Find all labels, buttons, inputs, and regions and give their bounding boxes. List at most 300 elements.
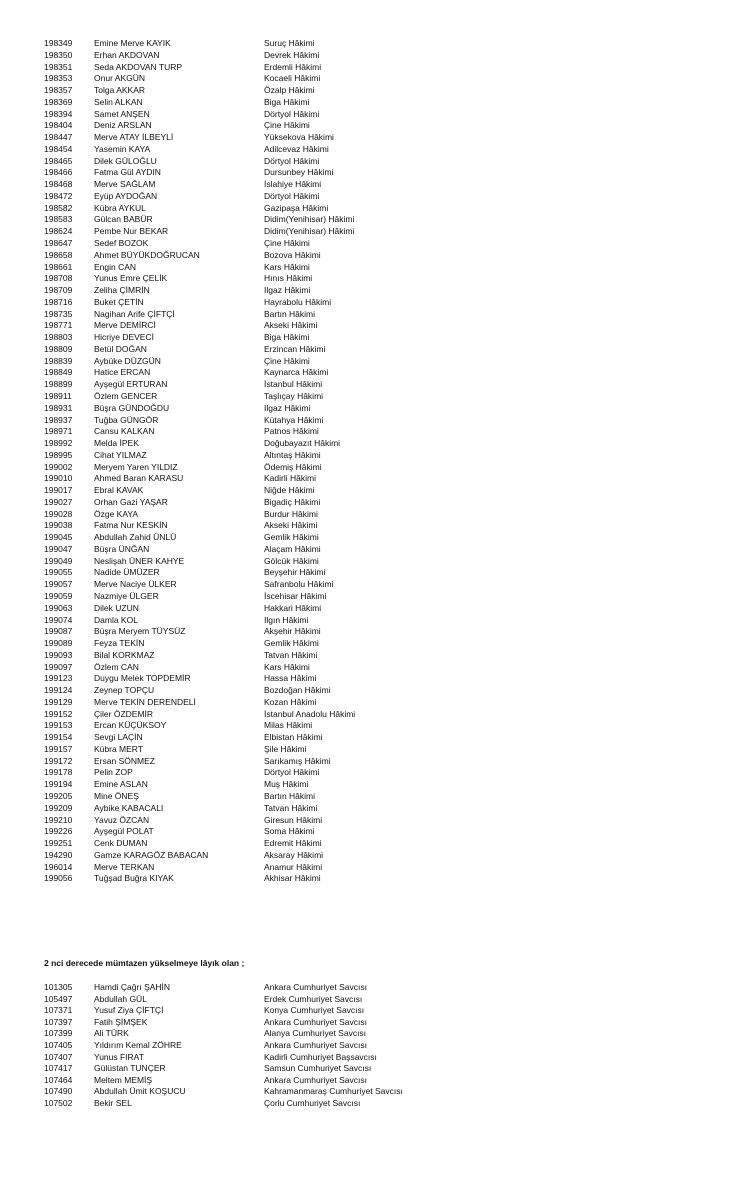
registry-number: 199002 bbox=[44, 461, 73, 472]
person-name: Ersan SÖNMEZ bbox=[94, 755, 155, 766]
position-title: Ankara Cumhuriyet Savcısı bbox=[264, 1074, 367, 1085]
position-title: Ilgın Hâkimi bbox=[264, 614, 309, 625]
person-name: Nadide ÜMÜZER bbox=[94, 567, 160, 578]
position-title: Çine Hâkimi bbox=[264, 120, 310, 131]
position-title: Muş Hâkimi bbox=[264, 779, 309, 790]
position-title: Altıntaş Hâkimi bbox=[264, 449, 321, 460]
list-item bbox=[0, 720, 746, 732]
registry-number: 198647 bbox=[44, 238, 73, 249]
registry-number: 198351 bbox=[44, 61, 73, 72]
registry-number: 199172 bbox=[44, 755, 73, 766]
registry-number: 198349 bbox=[44, 38, 73, 48]
position-title: Hakkari Hâkimi bbox=[264, 602, 322, 613]
registry-number: 196014 bbox=[44, 861, 73, 872]
registry-number: 198472 bbox=[44, 190, 73, 201]
person-name: Betül DOĞAN bbox=[94, 343, 147, 354]
person-name: Merve SAĞLAM bbox=[94, 179, 156, 190]
position-title: Dursunbey Hâkimi bbox=[264, 167, 334, 178]
registry-number: 199154 bbox=[44, 732, 73, 743]
person-name: Erhan AKDOVAN bbox=[94, 49, 160, 60]
person-name: Dilek UZUN bbox=[94, 602, 139, 613]
list-item bbox=[0, 509, 746, 521]
registry-number: 198709 bbox=[44, 285, 73, 296]
person-name: Ayşegül ERTURAN bbox=[94, 379, 168, 390]
person-name: Zeynep TOPÇU bbox=[94, 685, 155, 696]
person-name: Abdullah GÜL bbox=[94, 993, 147, 1004]
person-name: Aybike KABACALI bbox=[94, 802, 164, 813]
person-name: Yasemin KAYA bbox=[94, 143, 151, 154]
list-item bbox=[0, 815, 746, 827]
list-item bbox=[0, 662, 746, 674]
registry-number: 199093 bbox=[44, 649, 73, 660]
list-item bbox=[0, 120, 746, 132]
registry-number: 198624 bbox=[44, 226, 73, 237]
list-item bbox=[0, 673, 746, 685]
person-name: Merve DEMİRCİ bbox=[94, 320, 156, 331]
list-item bbox=[0, 650, 746, 662]
person-name: Ayşegül POLAT bbox=[94, 826, 154, 837]
position-title: Bartın Hâkimi bbox=[264, 791, 316, 801]
position-title: Ödemiş Hâkimi bbox=[264, 461, 322, 472]
list-item bbox=[0, 415, 746, 427]
list-item bbox=[0, 544, 746, 556]
position-title: Elbistan Hâkimi bbox=[264, 732, 323, 743]
person-name: Hicriye DEVECİ bbox=[94, 332, 154, 343]
registry-number: 199074 bbox=[44, 614, 73, 625]
registry-number: 107490 bbox=[44, 1086, 73, 1097]
list-item bbox=[0, 485, 746, 497]
person-name: Gülcan BABÜR bbox=[94, 214, 153, 225]
list-item bbox=[0, 873, 746, 885]
list-item bbox=[0, 520, 746, 532]
list-item bbox=[0, 273, 746, 285]
list-item bbox=[0, 332, 746, 344]
person-name: Damla KOL bbox=[94, 614, 138, 625]
list-item bbox=[0, 462, 746, 474]
list-item bbox=[0, 450, 746, 462]
person-name: Melda İPEK bbox=[94, 438, 139, 449]
position-title: Sarıkamış Hâkimi bbox=[264, 755, 331, 766]
list-item bbox=[0, 838, 746, 850]
person-name: Gamze KARAGÖZ BABACAN bbox=[94, 849, 209, 860]
person-name: Feyza TEKİN bbox=[94, 638, 145, 649]
list-item bbox=[0, 50, 746, 62]
list-item bbox=[0, 179, 746, 191]
person-name: Özlem CAN bbox=[94, 661, 139, 672]
list-item bbox=[0, 744, 746, 756]
position-title: Soma Hâkimi bbox=[264, 826, 315, 837]
list-item bbox=[0, 615, 746, 627]
position-title: Tatvan Hâkimi bbox=[264, 802, 318, 813]
position-title: Hayrabolu Hâkimi bbox=[264, 296, 332, 307]
registry-number: 199152 bbox=[44, 708, 73, 719]
person-name: Tolga AKKAR bbox=[94, 85, 146, 96]
person-name: Selin ALKAN bbox=[94, 96, 143, 107]
person-name: Duygu Melek TOPDEMİR bbox=[94, 673, 191, 684]
list-item bbox=[0, 250, 746, 262]
registry-number: 199209 bbox=[44, 802, 73, 813]
position-title: Dörtyol Hâkimi bbox=[264, 767, 320, 778]
position-title: Adilcevaz Hâkimi bbox=[264, 143, 329, 154]
list-item bbox=[0, 850, 746, 862]
registry-number: 198911 bbox=[44, 390, 72, 401]
list-item bbox=[0, 344, 746, 356]
position-title: Biga Hâkimi bbox=[264, 96, 310, 107]
position-title: Hınıs Hâkimi bbox=[264, 273, 313, 284]
list-item bbox=[0, 156, 746, 168]
position-title: Samsun Cumhuriyet Savcısı bbox=[264, 1063, 372, 1074]
position-title: Burdur Hâkimi bbox=[264, 508, 318, 519]
list-item bbox=[0, 497, 746, 509]
judges-list bbox=[0, 38, 746, 885]
registry-number: 198350 bbox=[44, 49, 73, 60]
list-item bbox=[0, 791, 746, 803]
position-title: Ilgaz Hâkimi bbox=[264, 402, 311, 413]
list-item bbox=[0, 144, 746, 156]
list-item bbox=[0, 1040, 746, 1052]
registry-number: 198465 bbox=[44, 155, 73, 166]
registry-number: 198582 bbox=[44, 202, 73, 213]
list-item bbox=[0, 1075, 746, 1087]
position-title: Anamur Hâkimi bbox=[264, 861, 323, 872]
list-item bbox=[0, 767, 746, 779]
person-name: Yavuz ÖZCAN bbox=[94, 814, 150, 825]
registry-number: 199045 bbox=[44, 532, 73, 543]
list-item bbox=[0, 567, 746, 579]
person-name: Emine Merve KAYIK bbox=[94, 38, 171, 48]
position-title: Kadirli Cumhuriyet Başsavcısı bbox=[264, 1051, 377, 1062]
person-name: Neslişah ÜNER KAHYE bbox=[94, 555, 185, 566]
person-name: Cansu KALKAN bbox=[94, 426, 155, 437]
person-name: Tuğba GÜNGÖR bbox=[94, 414, 159, 425]
registry-number: 199194 bbox=[44, 779, 73, 790]
list-item bbox=[0, 556, 746, 568]
registry-number: 198992 bbox=[44, 438, 73, 449]
list-item bbox=[0, 403, 746, 415]
position-title: Akşehir Hâkimi bbox=[264, 626, 321, 637]
list-item bbox=[0, 994, 746, 1006]
position-title: İslahiye Hâkimi bbox=[264, 179, 322, 190]
person-name: Merve Naciye ÜLKER bbox=[94, 579, 177, 590]
registry-number: 199210 bbox=[44, 814, 73, 825]
list-item bbox=[0, 109, 746, 121]
person-name: Yunus FIRAT bbox=[94, 1051, 144, 1062]
person-name: Aybüke DÜZGÜN bbox=[94, 355, 161, 366]
position-title: Suruç Hâkimi bbox=[264, 38, 315, 48]
person-name: Yıldırım Kemal ZÖHRE bbox=[94, 1039, 182, 1050]
person-name: Büşra Meryem TÜYSÜZ bbox=[94, 626, 186, 637]
registry-number: 107371 bbox=[44, 1005, 73, 1016]
person-name: Engin CAN bbox=[94, 261, 137, 272]
person-name: Çiler ÖZDEMİR bbox=[94, 708, 154, 719]
registry-number: 198357 bbox=[44, 85, 73, 96]
list-item bbox=[0, 438, 746, 450]
person-name: Yunus Emre ÇELİK bbox=[94, 273, 168, 284]
position-title: Kütahya Hâkimi bbox=[264, 414, 324, 425]
registry-number: 199017 bbox=[44, 485, 73, 496]
registry-number: 199124 bbox=[44, 685, 73, 696]
person-name: Deniz ARSLAN bbox=[94, 120, 152, 131]
position-title: Gazipaşa Hâkimi bbox=[264, 202, 329, 213]
position-title: Gemlik Hâkimi bbox=[264, 638, 319, 649]
person-name: Eyüp AYDOĞAN bbox=[94, 190, 158, 201]
registry-number: 198716 bbox=[44, 296, 73, 307]
position-title: Didim(Yenihisar) Hâkimi bbox=[264, 214, 355, 225]
list-item bbox=[0, 379, 746, 391]
position-title: Akhisar Hâkimi bbox=[264, 873, 321, 884]
list-item bbox=[0, 297, 746, 309]
registry-number: 199027 bbox=[44, 496, 73, 507]
position-title: Dörtyol Hâkimi bbox=[264, 108, 320, 119]
prosecutors-list bbox=[0, 982, 746, 1110]
list-item bbox=[0, 1005, 746, 1017]
person-name: Ali TÜRK bbox=[94, 1028, 129, 1039]
registry-number: 194290 bbox=[44, 849, 73, 860]
position-title: Kars Hâkimi bbox=[264, 661, 310, 672]
list-item bbox=[0, 167, 746, 179]
list-item bbox=[0, 826, 746, 838]
list-item bbox=[0, 214, 746, 226]
list-item bbox=[0, 709, 746, 721]
registry-number: 199178 bbox=[44, 767, 73, 778]
registry-number: 199123 bbox=[44, 673, 73, 684]
position-title: Ankara Cumhuriyet Savcısı bbox=[264, 1039, 367, 1050]
registry-number: 199059 bbox=[44, 590, 73, 601]
list-item bbox=[0, 1063, 746, 1075]
list-item bbox=[0, 1052, 746, 1064]
list-item bbox=[0, 803, 746, 815]
list-item bbox=[0, 226, 746, 238]
list-item bbox=[0, 285, 746, 297]
registry-number: 198937 bbox=[44, 414, 73, 425]
person-name: Samet ANŞEN bbox=[94, 108, 150, 119]
person-name: Abdullah Zahid ÜNLÜ bbox=[94, 532, 177, 543]
position-title: Beyşehir Hâkimi bbox=[264, 567, 326, 578]
person-name: Fatma Nur KESKİN bbox=[94, 520, 168, 531]
person-name: Tuğşad Buğra KIYAK bbox=[94, 873, 174, 884]
position-title: Çine Hâkimi bbox=[264, 355, 310, 366]
registry-number: 198353 bbox=[44, 73, 73, 84]
person-name: Sedef BOZOK bbox=[94, 238, 149, 249]
person-name: Nazmiye ÜLGER bbox=[94, 590, 159, 601]
list-item bbox=[0, 579, 746, 591]
list-item bbox=[0, 1017, 746, 1029]
list-item bbox=[0, 638, 746, 650]
registry-number: 199063 bbox=[44, 602, 73, 613]
registry-number: 198839 bbox=[44, 355, 73, 366]
registry-number: 198971 bbox=[44, 426, 73, 437]
registry-number: 199038 bbox=[44, 520, 73, 531]
registry-number: 107397 bbox=[44, 1016, 73, 1027]
registry-number: 199010 bbox=[44, 473, 73, 484]
registry-number: 198849 bbox=[44, 367, 73, 378]
person-name: Orhan Gazi YAŞAR bbox=[94, 496, 168, 507]
list-item bbox=[0, 697, 746, 709]
position-title: İstanbul Anadolu Hâkimi bbox=[264, 708, 356, 719]
registry-number: 107405 bbox=[44, 1039, 73, 1050]
list-item bbox=[0, 1086, 746, 1098]
position-title: Giresun Hâkimi bbox=[264, 814, 323, 825]
person-name: Kübra MERT bbox=[94, 743, 143, 754]
position-title: Bigadiç Hâkimi bbox=[264, 496, 321, 507]
registry-number: 198583 bbox=[44, 214, 73, 225]
person-name: Emine ASLAN bbox=[94, 779, 148, 790]
registry-number: 107502 bbox=[44, 1097, 73, 1108]
position-title: Gölcük Hâkimi bbox=[264, 555, 319, 566]
position-title: Ankara Cumhuriyet Savcısı bbox=[264, 1016, 367, 1027]
list-item bbox=[0, 473, 746, 485]
list-item bbox=[0, 262, 746, 274]
position-title: Akseki Hâkimi bbox=[264, 520, 318, 531]
position-title: Alanya Cumhuriyet Savcısı bbox=[264, 1028, 367, 1039]
position-title: Bozdoğan Hâkimi bbox=[264, 685, 331, 696]
position-title: Devrek Hâkimi bbox=[264, 49, 320, 60]
registry-number: 199153 bbox=[44, 720, 73, 731]
person-name: Cenk DUMAN bbox=[94, 838, 148, 849]
position-title: Kars Hâkimi bbox=[264, 261, 310, 272]
list-item bbox=[0, 238, 746, 250]
position-title: Kozan Hâkimi bbox=[264, 696, 317, 707]
position-title: Erzincan Hâkimi bbox=[264, 343, 326, 354]
list-item bbox=[0, 685, 746, 697]
registry-number: 107399 bbox=[44, 1028, 73, 1039]
registry-number: 198735 bbox=[44, 308, 73, 319]
registry-number: 198466 bbox=[44, 167, 73, 178]
list-item bbox=[0, 756, 746, 768]
position-title: Hassa Hâkimi bbox=[264, 673, 317, 684]
registry-number: 199157 bbox=[44, 743, 73, 754]
list-item bbox=[0, 356, 746, 368]
list-item bbox=[0, 320, 746, 332]
registry-number: 198369 bbox=[44, 96, 73, 107]
person-name: Ahmet BÜYÜKDOĞRUCAN bbox=[94, 249, 200, 260]
person-name: Ercan KÜÇÜKSOY bbox=[94, 720, 167, 731]
position-title: Ilgaz Hâkimi bbox=[264, 285, 311, 296]
registry-number: 198661 bbox=[44, 261, 73, 272]
list-item bbox=[0, 1028, 746, 1040]
registry-number: 199057 bbox=[44, 579, 73, 590]
person-name: Yusuf Ziya ÇİFTÇİ bbox=[94, 1005, 164, 1016]
person-name: Pelin ZOP bbox=[94, 767, 133, 778]
person-name: Fatih ŞİMŞEK bbox=[94, 1016, 148, 1027]
position-title: Erdemli Hâkimi bbox=[264, 61, 322, 72]
list-item bbox=[0, 309, 746, 321]
person-name: Bekir SEL bbox=[94, 1097, 132, 1108]
position-title: Didim(Yenihisar) Hâkimi bbox=[264, 226, 355, 237]
registry-number: 198995 bbox=[44, 449, 73, 460]
position-title: Doğubayazıt Hâkimi bbox=[264, 438, 341, 449]
list-item bbox=[0, 132, 746, 144]
registry-number: 199226 bbox=[44, 826, 73, 837]
position-title: Dörtyol Hâkimi bbox=[264, 190, 320, 201]
registry-number: 199049 bbox=[44, 555, 73, 566]
list-item bbox=[0, 982, 746, 994]
position-title: Konya Cumhuriyet Savcısı bbox=[264, 1005, 365, 1016]
list-item bbox=[0, 862, 746, 874]
person-name: Zeliha ÇİMRİN bbox=[94, 285, 150, 296]
registry-number: 107464 bbox=[44, 1074, 73, 1085]
registry-number: 107417 bbox=[44, 1063, 73, 1074]
registry-number: 199129 bbox=[44, 696, 73, 707]
registry-number: 198899 bbox=[44, 379, 73, 390]
list-item bbox=[0, 779, 746, 791]
registry-number: 198404 bbox=[44, 120, 73, 131]
position-title: Dörtyol Hâkimi bbox=[264, 155, 320, 166]
person-name: Merve ATAY İLBEYLİ bbox=[94, 132, 174, 143]
position-title: Kaynarca Hâkimi bbox=[264, 367, 329, 378]
person-name: Sevgi LAÇİN bbox=[94, 732, 143, 743]
registry-number: 101305 bbox=[44, 982, 73, 992]
position-title: Safranbolu Hâkimi bbox=[264, 579, 334, 590]
position-title: Alaçam Hâkimi bbox=[264, 543, 321, 554]
registry-number: 199087 bbox=[44, 626, 73, 637]
position-title: Patnos Hâkimi bbox=[264, 426, 319, 437]
registry-number: 199056 bbox=[44, 873, 73, 884]
position-title: Akseki Hâkimi bbox=[264, 320, 318, 331]
position-title: Ankara Cumhuriyet Savcısı bbox=[264, 982, 367, 992]
list-item bbox=[0, 603, 746, 615]
person-name: Özge KAYA bbox=[94, 508, 139, 519]
person-name: Meltem MEMİŞ bbox=[94, 1074, 153, 1085]
position-title: Çine Hâkimi bbox=[264, 238, 310, 249]
person-name: Özlem GENCER bbox=[94, 390, 158, 401]
registry-number: 199089 bbox=[44, 638, 73, 649]
position-title: Gemlik Hâkimi bbox=[264, 532, 319, 543]
list-item bbox=[0, 367, 746, 379]
position-title: Niğde Hâkimi bbox=[264, 485, 315, 496]
list-item bbox=[0, 626, 746, 638]
person-name: Ebral KAVAK bbox=[94, 485, 144, 496]
registry-number: 198803 bbox=[44, 332, 73, 343]
position-title: Kocaeli Hâkimi bbox=[264, 73, 321, 84]
registry-number: 199028 bbox=[44, 508, 73, 519]
registry-number: 198658 bbox=[44, 249, 73, 260]
person-name: Fatma Gül AYDIN bbox=[94, 167, 161, 178]
position-title: İscehisar Hâkimi bbox=[264, 590, 327, 601]
registry-number: 198708 bbox=[44, 273, 73, 284]
person-name: Kübra AYKUL bbox=[94, 202, 146, 213]
registry-number: 198454 bbox=[44, 143, 73, 154]
person-name: Seda AKDOVAN TURP bbox=[94, 61, 183, 72]
registry-number: 198809 bbox=[44, 343, 73, 354]
position-title: Çorlu Cumhuriyet Savcısı bbox=[264, 1097, 361, 1108]
person-name: Ahmed Baran KARASU bbox=[94, 473, 184, 484]
position-title: Milas Hâkimi bbox=[264, 720, 313, 731]
person-name: Cihat YILMAZ bbox=[94, 449, 147, 460]
position-title: Özalp Hâkimi bbox=[264, 85, 315, 96]
registry-number: 199047 bbox=[44, 543, 73, 554]
person-name: Meryem Yaren YILDIZ bbox=[94, 461, 178, 472]
person-name: Merve TERKAN bbox=[94, 861, 155, 872]
position-title: Kadirli Hâkimi bbox=[264, 473, 316, 484]
position-title: Edremit Hâkimi bbox=[264, 838, 322, 849]
registry-number: 198447 bbox=[44, 132, 73, 143]
section-heading: 2 nci derecede mümtazen yükselmeye lâyık olan ; bbox=[44, 958, 245, 968]
list-item bbox=[0, 62, 746, 74]
registry-number: 199097 bbox=[44, 661, 73, 672]
person-name: Büşra ÜNĞAN bbox=[94, 543, 150, 554]
person-name: Abdullah Ümit KOŞUCU bbox=[94, 1086, 186, 1097]
person-name: Nagihan Arife ÇİFTÇİ bbox=[94, 308, 175, 319]
list-item bbox=[0, 85, 746, 97]
person-name: Onur AKGÜN bbox=[94, 73, 146, 84]
registry-number: 199205 bbox=[44, 791, 73, 801]
list-item bbox=[0, 1098, 746, 1110]
position-title: Aksaray Hâkimi bbox=[264, 849, 324, 860]
list-item bbox=[0, 38, 746, 50]
position-title: Erdek Cumhuriyet Savcısı bbox=[264, 993, 363, 1004]
list-item bbox=[0, 97, 746, 109]
